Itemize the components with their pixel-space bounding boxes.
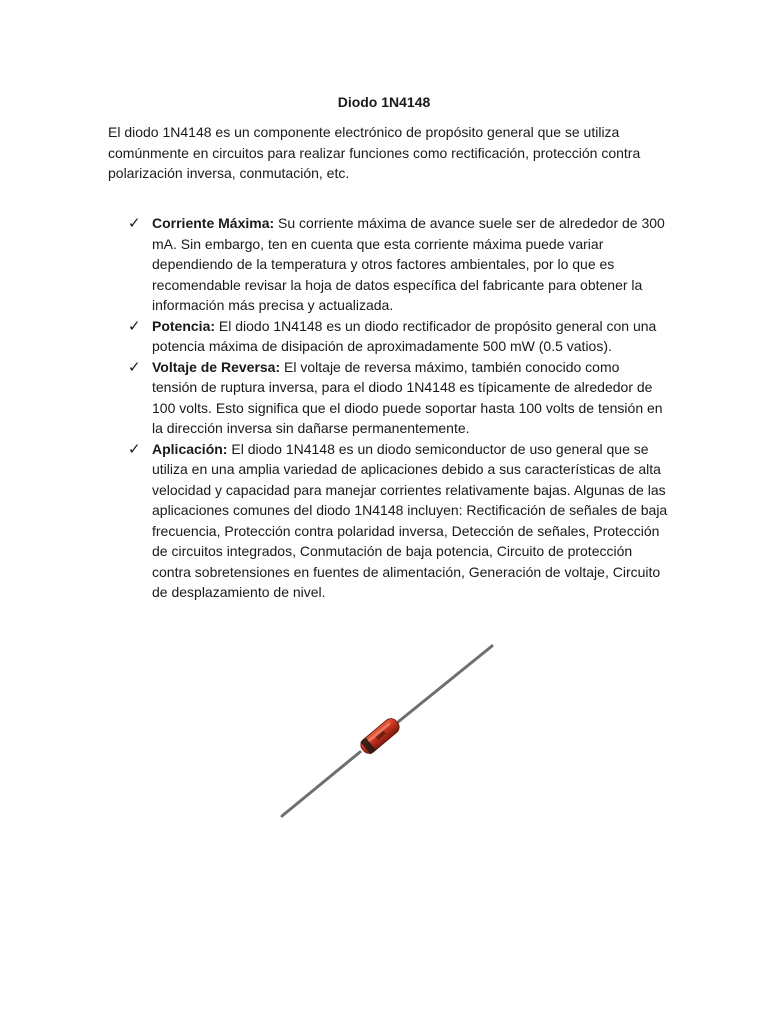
list-item — [108, 316, 668, 357]
check-mark-icon: ✓ — [128, 357, 141, 376]
check-mark-icon: ✓ — [128, 439, 141, 458]
list-item — [108, 357, 668, 439]
diode-image — [270, 630, 510, 830]
item-text: Su corriente máxima de avance suele ser de alrededor de 300 mA. Sin embargo, ten en cuenta que esta corriente máxima puede variar dependiendo de la temperatura y otros factores ambientales, por lo que es recomendable revisar la hoja de datos específica del fabricante para obtener la información más precisa y actualizada. — [152, 215, 665, 313]
item-text: El voltaje de reversa máximo, también conocido como tensión de ruptura inversa, para el diodo 1N4148 es típicamente de alrededor de 100 volts. Esto significa que el diodo puede soportar hasta 100 volts de tensión en la dirección inversa sin dañarse permanentemente. — [152, 358, 663, 436]
spec-list — [108, 213, 668, 603]
list-item — [108, 213, 668, 316]
item-text: El diodo 1N4148 es un diodo semiconductor de uso general que se utiliza en una amplia variedad de aplicaciones debido a sus características de alta velocidad y capacidad para manejar corrientes relativamente bajas. Algunas de las aplicaciones comunes del diodo 1N4148 incluyen: Rectificación de señales de baja frecuencia, Protección contra polaridad inversa, Detección de señales, Protección de circuitos integrados, Conmutación de baja potencia, Circuito de protección contra sobretensiones en fuentes de alimentación, Generación de voltaje, Circuito de desplazamiento de nivel. — [152, 440, 668, 600]
check-mark-icon: ✓ — [128, 316, 141, 335]
item-label: Voltaje de Reversa: — [152, 358, 281, 375]
item-label: Potencia: — [152, 317, 216, 334]
diode-body — [358, 716, 402, 757]
document-title: Diodo 1N4148 — [337, 94, 431, 110]
diode-lead-bottom — [282, 752, 360, 816]
list-item — [108, 439, 668, 603]
diode-lead-top — [398, 646, 492, 722]
intro-paragraph: El diodo 1N4148 es un componente electrónico de propósito general que se utiliza comúnmente en circuitos para realizar funciones como rectificación, protección contra polarización inversa, conmutación, etc. — [108, 124, 641, 181]
item-label: Aplicación: — [152, 440, 228, 457]
item-text: El diodo 1N4148 es un diodo rectificador de propósito general con una potencia máxima de disipación de aproximadamente 500 mW (0.5 vatios). — [152, 317, 657, 354]
item-label: Corriente Máxima: — [152, 215, 275, 231]
check-mark-icon: ✓ — [128, 214, 141, 232]
